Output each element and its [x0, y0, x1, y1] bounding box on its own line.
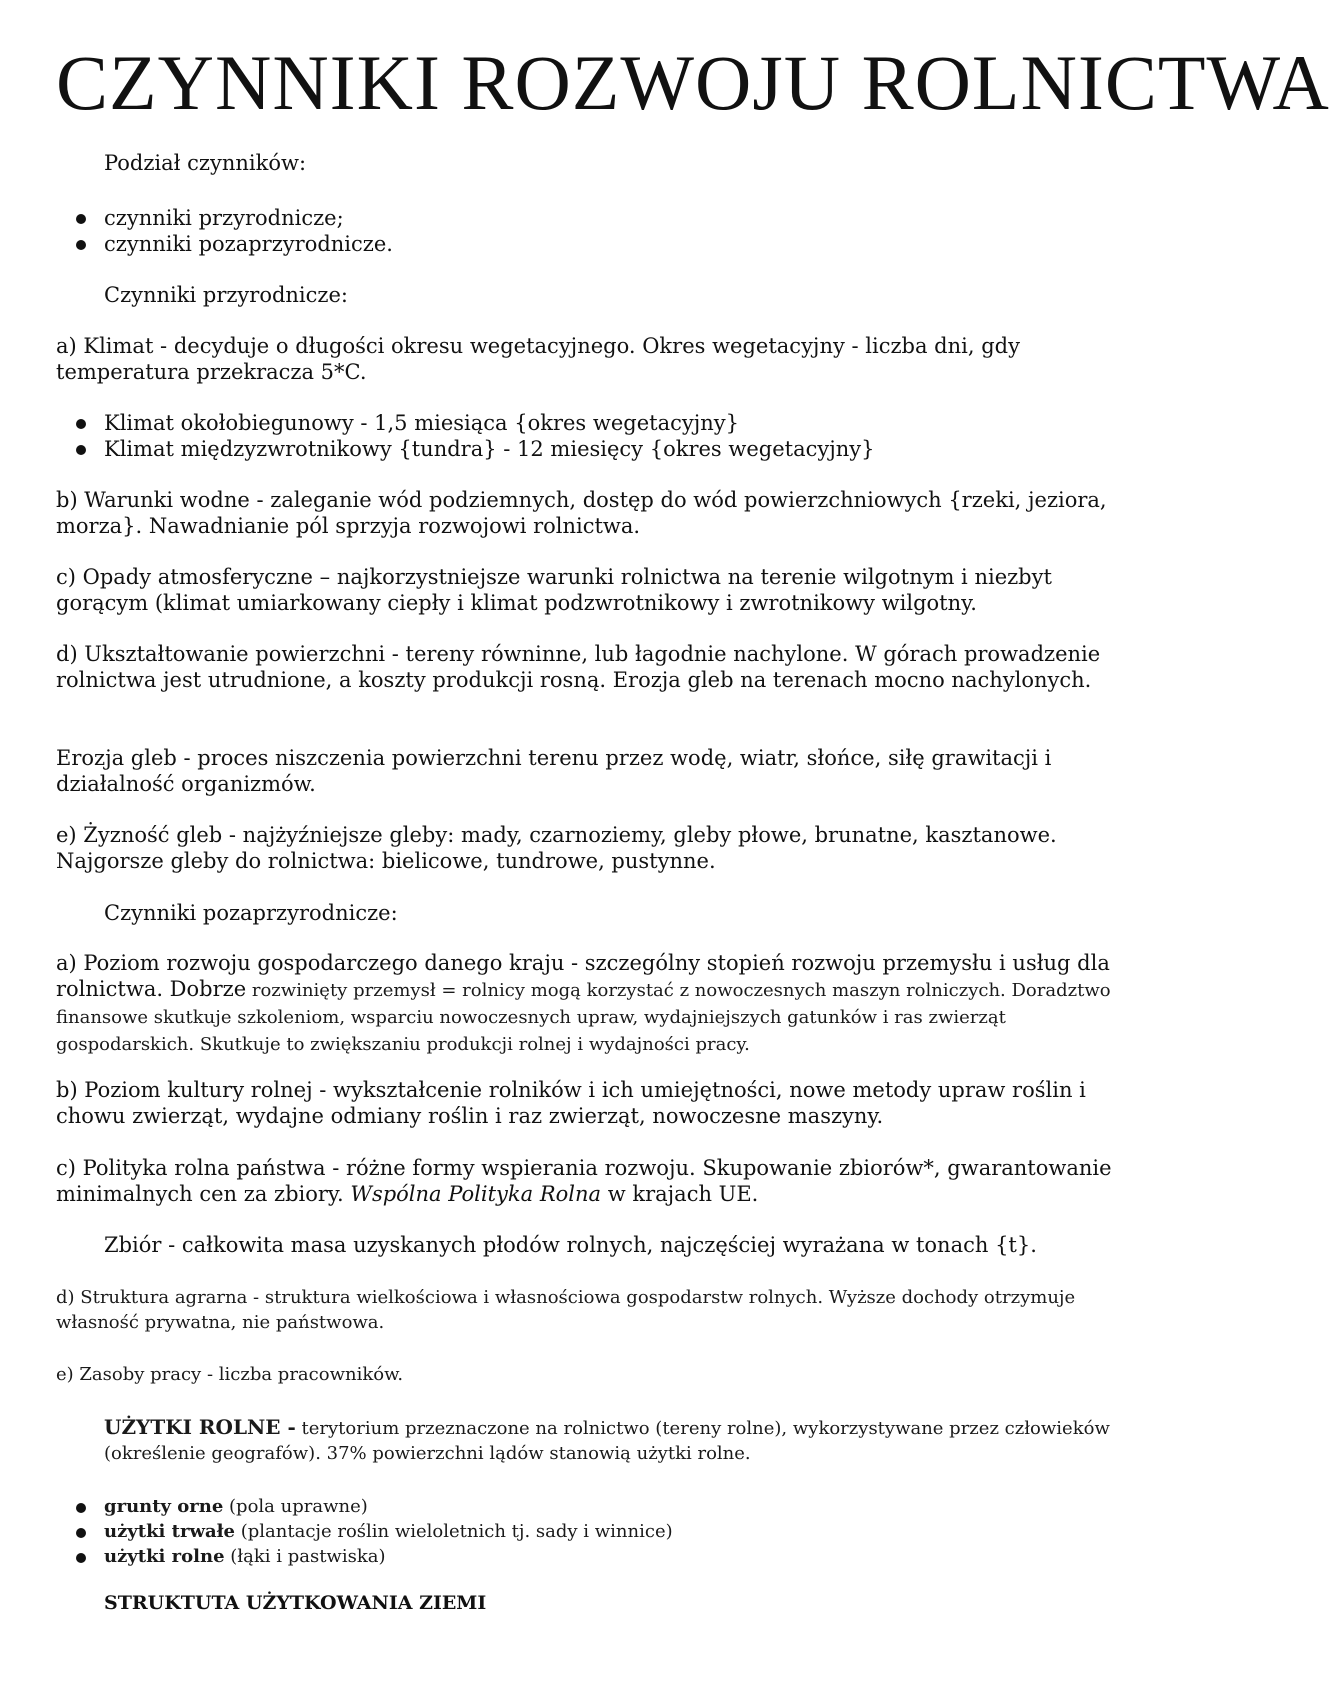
- polityka-paragraph: [56, 1155, 1146, 1207]
- uzytki-list: [56, 1494, 1146, 1569]
- klimat-list: [56, 410, 1146, 462]
- list-item: [56, 1544, 1146, 1569]
- list-item: Klimat międzyzwrotnikowy {tundra} - 12 miesięcy {okres wegetacyjny}: [56, 436, 1146, 462]
- document-title: CZYNNIKI ROZWOJU ROLNICTWA: [56, 39, 1330, 126]
- zbior-definition: Zbiór - całkowita masa uzyskanych płodów rolnych, najczęściej wyrażana w tonach {t}.: [104, 1233, 1037, 1257]
- poziom-rozwoju-detail: rozwinięty przemysł = rolnicy mogą korzystać z nowoczesnych maszyn rolniczych. Doradztwo finansowe skutkuje szkoleniom, wsparciu nowoczesnych upraw, wydajniejszych gatunków i ras zwierząt gospodarskich. Skutkuje to zwiększaniu produkcji rolnej i wydajności pracy.: [56, 980, 1111, 1055]
- list-item-term: użytki rolne: [104, 1546, 225, 1567]
- podzial-heading: Podział czynników:: [104, 151, 307, 175]
- pozaprzyrodnicze-heading: Czynniki pozaprzyrodnicze:: [104, 901, 398, 925]
- list-item: czynniki pozaprzyrodnicze.: [56, 231, 1146, 257]
- uzytki-label: UŻYTKI ROLNE -: [104, 1415, 296, 1439]
- podzial-list: [56, 205, 1146, 257]
- polityka-italic: Wspólna Polityka Rolna: [350, 1182, 602, 1206]
- list-item-desc: (plantacje roślin wieloletnich tj. sady i winnice): [235, 1521, 673, 1542]
- list-item-term: grunty orne: [104, 1496, 224, 1517]
- zasoby-pracy-paragraph: e) Zasoby pracy - liczba pracowników.: [56, 1364, 404, 1385]
- kultura-rolna-paragraph: b) Poziom kultury rolnej - wykształcenie rolników i ich umiejętności, nowe metody upraw roślin i chowu zwierząt, wydajne odmiany roślin i raz zwierząt, nowoczesne maszyny.: [56, 1078, 1086, 1128]
- erozja-paragraph: Erozja gleb - proces niszczenia powierzchni terenu przez wodę, wiatr, słońce, siłę grawitacji i działalność organizmów.: [56, 746, 1052, 796]
- list-item: [56, 1494, 1146, 1519]
- przyrodnicze-heading: Czynniki przyrodnicze:: [104, 283, 348, 307]
- list-item-term: użytki trwałe: [104, 1521, 235, 1542]
- warunki-wodne-paragraph: b) Warunki wodne - zaleganie wód podziemnych, dostęp do wód powierzchniowych {rzeki, jeziora, morza}. Nawadnianie pól sprzyja rozwojowi rolnictwa.: [56, 488, 1107, 538]
- polityka-text-end: w krajach UE.: [601, 1182, 759, 1206]
- list-item-desc: (pola uprawne): [223, 1496, 368, 1517]
- list-item: czynniki przyrodnicze;: [56, 205, 1146, 231]
- struktura-agrarna-paragraph: d) Struktura agrarna - struktura wielkościowa i własnościowa gospodarstw rolnych. Wyższe dochody otrzymuje własność prywatna, nie państwowa.: [56, 1287, 1076, 1333]
- polityka-text: c) Polityka rolna państwa - różne formy wspierania rozwoju. Skupowanie zbiorów*, gwarantowanie minimalnych cen za zbiory.: [56, 1156, 1112, 1206]
- zyznosc-paragraph: e) Żyzność gleb - najżyźniejsze gleby: mady, czarnoziemy, gleby płowe, brunatne, kasztanowe. Najgorsze gleby do rolnictwa: bielicowe, tundrowe, pustynne.: [56, 823, 1057, 873]
- klimat-paragraph: a) Klimat - decyduje o długości okresu wegetacyjnego. Okres wegetacyjny - liczba dni, gdy temperatura przekracza 5*C.: [56, 334, 1020, 384]
- list-item-desc: (łąki i pastwiska): [224, 1546, 386, 1567]
- list-item: [56, 1519, 1146, 1544]
- opady-paragraph: c) Opady atmosferyczne – najkorzystniejsze warunki rolnictwa na terenie wilgotnym i niezbyt gorącym (klimat umiarkowany ciepły i klimat podzwrotnikowy i zwrotnikowy wilgotny.: [56, 565, 1052, 615]
- poziom-rozwoju-paragraph: [56, 950, 1146, 1057]
- struktura-heading: STRUKTUTA UŻYTKOWANIA ZIEMI: [104, 1592, 487, 1614]
- uksztaltowanie-paragraph: d) Ukształtowanie powierzchni - tereny równinne, lub łagodnie nachylone. W górach prowadzenie rolnictwa jest utrudnione, a koszty produkcji rosną. Erozja gleb na terenach mocno nachylonych.: [56, 642, 1101, 692]
- list-item: Klimat okołobiegunowy - 1,5 miesiąca {okres wegetacyjny}: [56, 410, 1146, 436]
- poziom-rozwoju-main: a) Poziom rozwoju gospodarczego danego kraju - szczególny stopień rozwoju przemysłu i usług dla rolnictwa. Dobrze: [56, 951, 1110, 1001]
- uzytki-text: terytorium przeznaczone na rolnictwo (tereny rolne), wykorzystywane przez człowieków (określenie geografów). 37% powierzchni lądów stanowią użytki rolne.: [104, 1418, 1110, 1464]
- uzytki-definition: [104, 1415, 1148, 1466]
